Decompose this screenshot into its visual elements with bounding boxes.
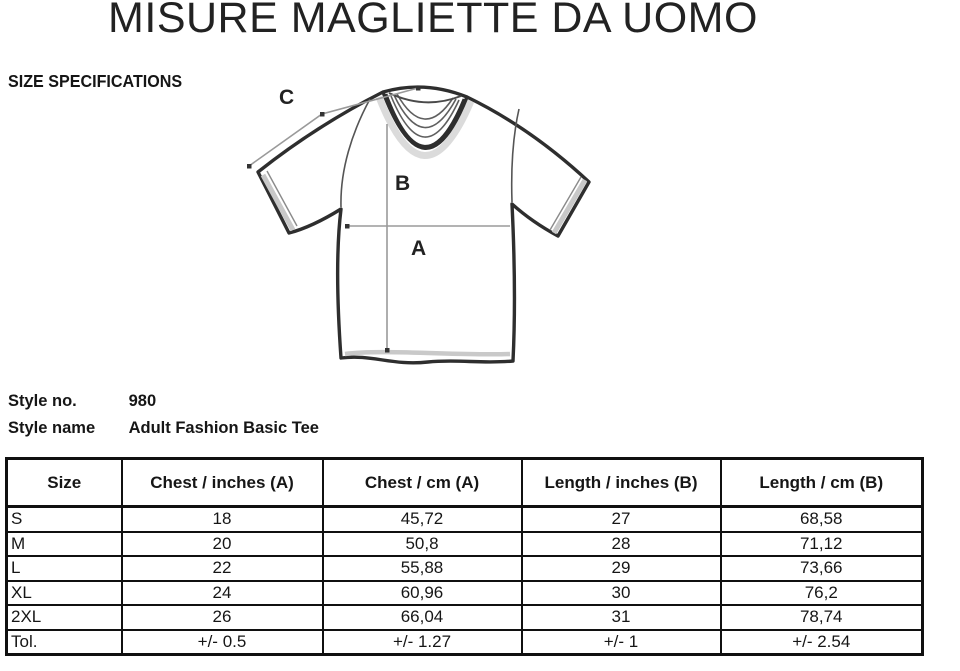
column-header: Chest / inches (A): [122, 459, 323, 507]
measure-dot: [416, 86, 421, 91]
measurement-cell: 68,58: [721, 507, 923, 532]
style-no-row: [8, 388, 319, 415]
measure-dot: [320, 112, 325, 117]
size-table: [5, 457, 924, 656]
measurement-cell: +/- 1: [522, 630, 721, 655]
tshirt-body-outline: [258, 87, 589, 363]
size-label-cell: 2XL: [7, 605, 122, 630]
size-table-wrap: [5, 457, 924, 656]
measure-dot: [345, 224, 350, 229]
measurement-cell: 60,96: [323, 581, 522, 606]
table-row: [7, 507, 923, 532]
measurement-cell: +/- 1.27: [323, 630, 522, 655]
size-label-cell: S: [7, 507, 122, 532]
tshirt-diagram-icon: [205, 72, 655, 392]
measurement-cell: 24: [122, 581, 323, 606]
style-no-label: Style no.: [8, 392, 77, 410]
size-label-cell: M: [7, 532, 122, 557]
page-title: MISURE MAGLIETTE DA UOMO: [108, 0, 758, 42]
measurement-cell: 30: [522, 581, 721, 606]
table-row: [7, 532, 923, 557]
measure-label-a: A: [411, 237, 427, 260]
measurement-cell: 66,04: [323, 605, 522, 630]
measurement-cell: 50,8: [323, 532, 522, 557]
size-specifications-label: SIZE SPECIFICATIONS: [8, 71, 183, 91]
measure-dot: [247, 164, 252, 169]
measurement-cell: 71,12: [721, 532, 923, 557]
table-row: [7, 605, 923, 630]
column-header: Size: [7, 459, 122, 507]
measurement-cell: 73,66: [721, 556, 923, 581]
size-label-cell: L: [7, 556, 122, 581]
measure-label-c: C: [279, 86, 295, 109]
measurement-cell: 55,88: [323, 556, 522, 581]
measurement-cell: 31: [522, 605, 721, 630]
table-row: [7, 581, 923, 606]
size-label-cell: Tol.: [7, 630, 122, 655]
measurement-cell: 76,2: [721, 581, 923, 606]
measurement-cell: 78,74: [721, 605, 923, 630]
measurement-cell: +/- 0.5: [122, 630, 323, 655]
measure-dot: [385, 348, 390, 353]
measurement-cell: 22: [122, 556, 323, 581]
page-title-wrap: [0, 0, 866, 40]
column-header: Length / inches (B): [522, 459, 721, 507]
style-no-value: 980: [128, 392, 157, 410]
column-header: Chest / cm (A): [323, 459, 522, 507]
table-row: [7, 630, 923, 655]
measurement-cell: 20: [122, 532, 323, 557]
size-table-header-row: [7, 459, 923, 507]
style-info: [8, 388, 319, 442]
measurement-cell: 45,72: [323, 507, 522, 532]
measurement-cell: 28: [522, 532, 721, 557]
style-name-label: Style name: [8, 419, 96, 437]
measurement-cell: 26: [122, 605, 323, 630]
measurement-cell: +/- 2.54: [721, 630, 923, 655]
measurement-cell: 29: [522, 556, 721, 581]
measurement-cell: 18: [122, 507, 323, 532]
size-label-cell: XL: [7, 581, 122, 606]
measurement-cell: 27: [522, 507, 721, 532]
hem-stitch: [345, 352, 510, 354]
table-row: [7, 556, 923, 581]
style-name-value: Adult Fashion Basic Tee: [128, 419, 319, 437]
column-header: Length / cm (B): [721, 459, 923, 507]
measure-label-b: B: [395, 172, 411, 195]
style-name-row: [8, 415, 319, 442]
